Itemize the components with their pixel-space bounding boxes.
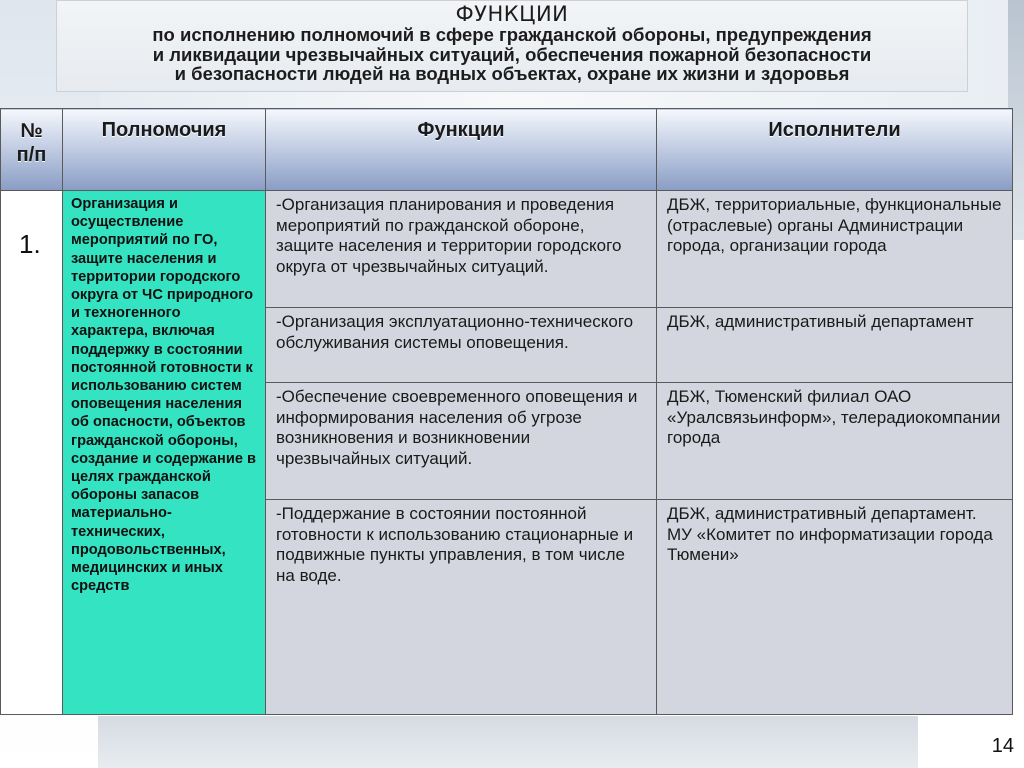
subtitle-line-2: и ликвидации чрезвычайных ситуаций, обеспечения пожарной безопасности xyxy=(152,43,872,65)
header-executors: Исполнители xyxy=(657,109,1013,191)
functions-table xyxy=(0,108,1013,715)
slide-title-box xyxy=(56,0,968,92)
header-functions: Функции xyxy=(266,109,657,191)
executor-cell: ДБЖ, территориальные, функциональные (отраслевые) органы Администрации города, организации города xyxy=(657,191,1013,308)
executor-cell: ДБЖ, административный департамент xyxy=(657,308,1013,383)
executor-cell: ДБЖ, административный департамент. МУ «Комитет по информатизации города Тюмени» xyxy=(657,500,1013,715)
header-number xyxy=(1,109,63,191)
function-cell: -Организация планирования и проведения мероприятий по гражданской обороне, защите населения и территории городского округа от чрезвычайных ситуаций. xyxy=(266,191,657,308)
function-cell: -Организация эксплуатационно-технического обслуживания системы оповещения. xyxy=(266,308,657,383)
subtitle-line-1: по исполнению полномочий в сфере гражданской обороны, предупреждения xyxy=(152,24,872,45)
slide-subtitle xyxy=(57,25,967,84)
background-bottom-band xyxy=(98,716,918,768)
function-cell: -Обеспечение своевременного оповещения и информирования населения об угрозе возникновения и возникновении чрезвычайных ситуаций. xyxy=(266,383,657,500)
table-row xyxy=(1,191,1013,308)
header-powers: Полномочия xyxy=(63,109,266,191)
subtitle-line-3: и безопасности людей на водных объектах, охране их жизни и здоровья xyxy=(174,63,850,84)
header-number-label: п/п xyxy=(16,144,47,166)
powers-cell: Организация и осуществление мероприятий по ГО, защите населения и территории городского округа от ЧС природного и техногенного характера, включая поддержку в состоянии постоянной готовности к использованию систем оповещения населения об опасности, объектов гражданской обороны, создание и содержание в целях гражданской обороны запасов материально-технических, продовольственных, медицинских и иных средств xyxy=(63,191,266,715)
slide-title: ФУНКЦИИ xyxy=(455,2,569,26)
executor-cell: ДБЖ, Тюменский филиал ОАО «Уралсвязьинформ», телерадиокомпании города xyxy=(657,383,1013,500)
table-header-row xyxy=(1,109,1013,191)
row-number: 1. xyxy=(1,191,63,715)
page-number: 14 xyxy=(991,735,1014,757)
function-cell: -Поддержание в состоянии постоянной готовности к использованию стационарные и подвижные пункты управления, в том числе на воде. xyxy=(266,500,657,715)
header-number-symbol: № xyxy=(20,120,43,142)
